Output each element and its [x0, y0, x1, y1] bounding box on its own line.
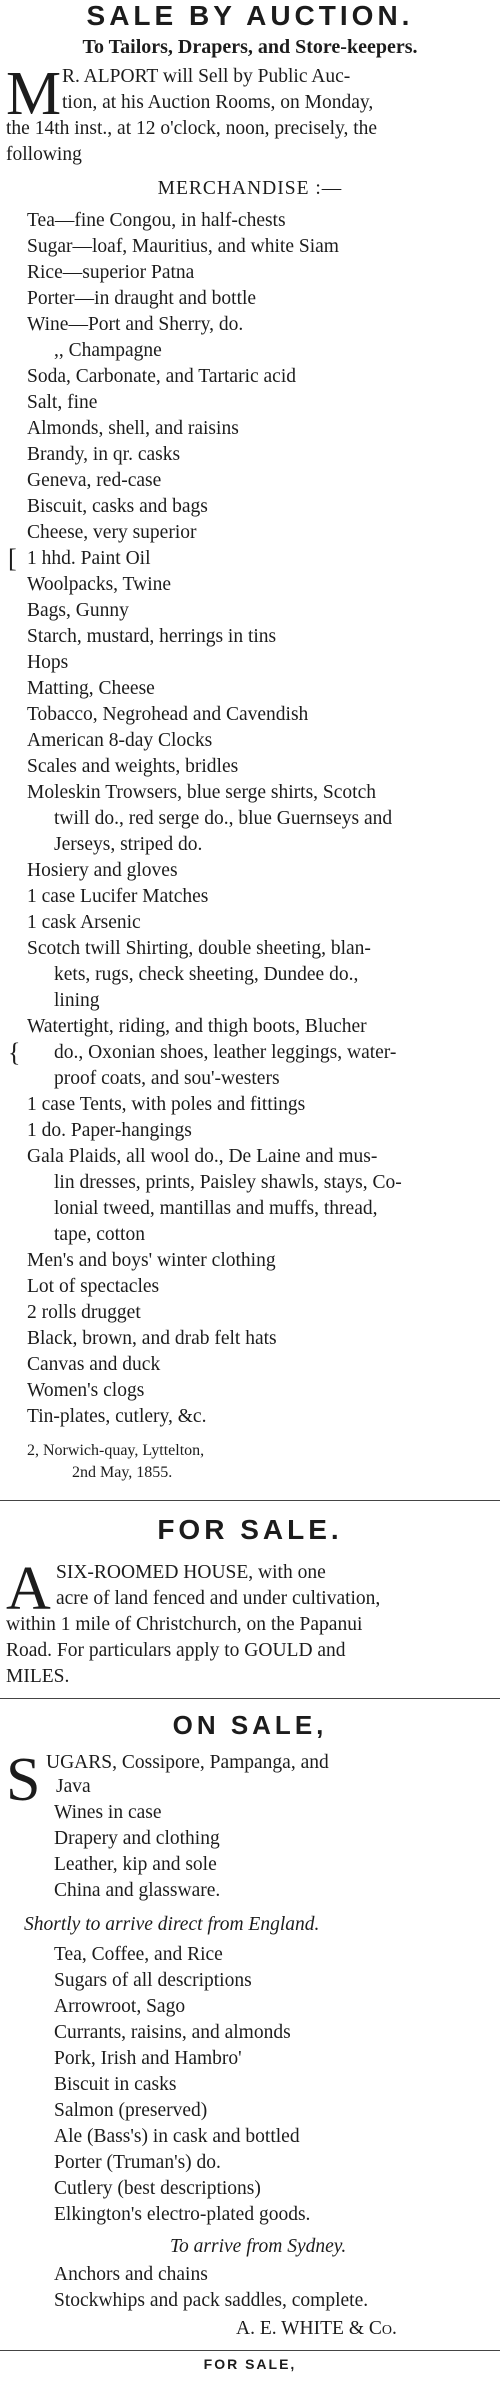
list-item: 1 hhd. Paint Oil [27, 548, 151, 569]
list-item: Cutlery (best descriptions) [54, 2178, 261, 2199]
list-item: 1 cask Arsenic [27, 912, 141, 933]
house-line-2: acre of land fenced and under cultivation, [56, 1588, 381, 1609]
house-line-1: SIX-ROOMED HOUSE, with one [56, 1562, 326, 1583]
on-sale-signature: A. E. WHITE & Co. [236, 2318, 397, 2339]
list-item: Salt, fine [27, 392, 98, 413]
list-item: Tea, Coffee, and Rice [54, 1944, 223, 1965]
list-item: Soda, Carbonate, and Tartaric acid [27, 366, 297, 387]
ewes-heading: FOR SALE, [203, 2356, 297, 2372]
ewes-apply-2 [57, 2374, 64, 2375]
print-mark: [ [8, 544, 17, 573]
on-sale-first-line-1: UGARS, Cossipore, Pampanga, and [46, 1752, 329, 1773]
list-item: Arrowroot, Sago [54, 1996, 186, 2017]
list-item: Hops [27, 652, 69, 673]
list-item: Gala Plaids, all wool do., De Laine and mus- [27, 1146, 378, 1167]
list-item: 2 rolls drugget [27, 1302, 141, 1323]
list-item: kets, rugs, check sheeting, Dundee do., [54, 964, 359, 985]
auction-heading: SALE BY AUCTION. [86, 0, 414, 31]
list-item: ,, Champagne [54, 340, 162, 361]
house-dropcap: A [6, 1555, 51, 1623]
list-item: China and glassware. [54, 1880, 221, 1901]
list-item: Woolpacks, Twine [27, 574, 172, 595]
list-item: Bags, Gunny [27, 600, 129, 621]
list-item: Women's clogs [27, 1380, 145, 1401]
list-item: Starch, mustard, herrings in tins [27, 626, 277, 647]
list-item: Leather, kip and sole [54, 1854, 217, 1875]
list-item: proof coats, and sou'-westers [54, 1068, 280, 1089]
list-item: Geneva, red-case [27, 470, 162, 491]
list-item: Drapery and clothing [54, 1828, 220, 1849]
auction-intro-line-4: following [6, 144, 82, 165]
list-item: Biscuit in casks [54, 2074, 177, 2095]
list-item: Almonds, shell, and raisins [27, 418, 239, 439]
ewes-line-1 [6, 2362, 64, 2388]
list-item: Jerseys, striped do. [54, 834, 203, 855]
auction-intro-line-3: the 14th inst., at 12 o'clock, noon, precisely, the [6, 118, 378, 139]
list-item: Pork, Irish and Hambro' [54, 2048, 242, 2069]
ewes-apply-1 [40, 2374, 56, 2375]
list-item: 1 do. Paper-hangings [27, 1120, 192, 1141]
list-item: Elkington's electro-plated goods. [54, 2204, 311, 2225]
on-sale-heading: ON SALE, [172, 1710, 328, 1740]
list-item: Stockwhips and pack saddles, complete. [54, 2290, 369, 2311]
list-item: 1 case Lucifer Matches [27, 886, 209, 907]
list-item: Tin-plates, cutlery, &c. [27, 1406, 207, 1427]
list-item: Tobacco, Negrohead and Cavendish [27, 704, 309, 725]
house-line-4: Road. For particulars apply to GOULD and [6, 1640, 346, 1661]
ewes-line-2-text [22, 2374, 37, 2375]
house-line-3: within 1 mile of Christchurch, on the Papanui [6, 1614, 363, 1635]
list-item: Sugars of all descriptions [54, 1970, 252, 1991]
merchandise-title: MERCHANDISE :— [157, 178, 343, 199]
list-item: twill do., red serge do., blue Guernseys and [54, 808, 393, 829]
list-item: Wine—Port and Sherry, do. [27, 314, 244, 335]
house-heading: FOR SALE. [157, 1514, 343, 1545]
list-item: lin dresses, prints, Paisley shawls, stays, Co- [54, 1172, 402, 1193]
shortly-heading: Shortly to arrive direct from England. [24, 1914, 320, 1935]
list-item: Hosiery and gloves [27, 860, 178, 881]
list-item: Porter—in draught and bottle [27, 288, 257, 309]
auction-dropcap: M [6, 60, 62, 128]
section-divider [0, 1698, 500, 1699]
list-item: Wines in case [54, 1802, 162, 1823]
list-item: American 8-day Clocks [27, 730, 213, 751]
list-item: Scales and weights, bridles [27, 756, 239, 777]
sydney-heading: To arrive from Sydney. [170, 2236, 347, 2257]
list-item: lining [54, 990, 100, 1011]
list-item: Cheese, very superior [27, 522, 197, 543]
list-item: Currants, raisins, and almonds [54, 2022, 291, 2043]
list-item: lonial tweed, mantillas and muffs, thread, [54, 1198, 378, 1219]
house-line-5: MILES. [6, 1666, 70, 1687]
list-item: Biscuit, casks and bags [27, 496, 208, 517]
list-item: Black, brown, and drab felt hats [27, 1328, 277, 1349]
list-item: Canvas and duck [27, 1354, 161, 1375]
auction-intro-line-2: tion, at his Auction Rooms, on Monday, [62, 92, 374, 113]
on-sale-dropcap: S [6, 1746, 41, 1814]
list-item: Ale (Bass's) in cask and bottled [54, 2126, 300, 2147]
auction-subheading: To Tailors, Drapers, and Store-keepers. [82, 36, 418, 58]
list-item: Watertight, riding, and thigh boots, Blucher [27, 1016, 367, 1037]
section-divider [0, 1500, 500, 1501]
list-item: Anchors and chains [54, 2264, 208, 2285]
list-item: Lot of spectacles [27, 1276, 160, 1297]
list-item: Salmon (preserved) [54, 2100, 208, 2121]
list-item: Porter (Truman's) do. [54, 2152, 221, 2173]
list-item: do., Oxonian shoes, leather leggings, water- [54, 1042, 397, 1063]
list-item: Men's and boys' winter clothing [27, 1250, 276, 1271]
list-item: Sugar—loaf, Mauritius, and white Siam [27, 236, 339, 257]
on-sale-first-line-2: Java [56, 1776, 91, 1797]
ewes-line-1-text [7, 2374, 22, 2375]
auction-intro-line-1: R. ALPORT will Sell by Public Auc- [62, 66, 351, 87]
list-item: tape, cotton [54, 1224, 145, 1245]
list-item: Matting, Cheese [27, 678, 155, 699]
list-item: Tea—fine Congou, in half-chests [27, 210, 286, 231]
auction-address: 2, Norwich-quay, Lyttelton, [27, 1442, 205, 1459]
list-item: Moleskin Trowsers, blue serge shirts, Scotch [27, 782, 377, 803]
section-divider [0, 2350, 500, 2351]
list-item: Scotch twill Shirting, double sheeting, blan- [27, 938, 371, 959]
list-item: Rice—superior Patna [27, 262, 195, 283]
auction-date: 2nd May, 1855. [72, 1464, 173, 1481]
list-item: 1 case Tents, with poles and fittings [27, 1094, 306, 1115]
print-mark: { [8, 1038, 21, 1067]
list-item: Brandy, in qr. casks [27, 444, 181, 465]
